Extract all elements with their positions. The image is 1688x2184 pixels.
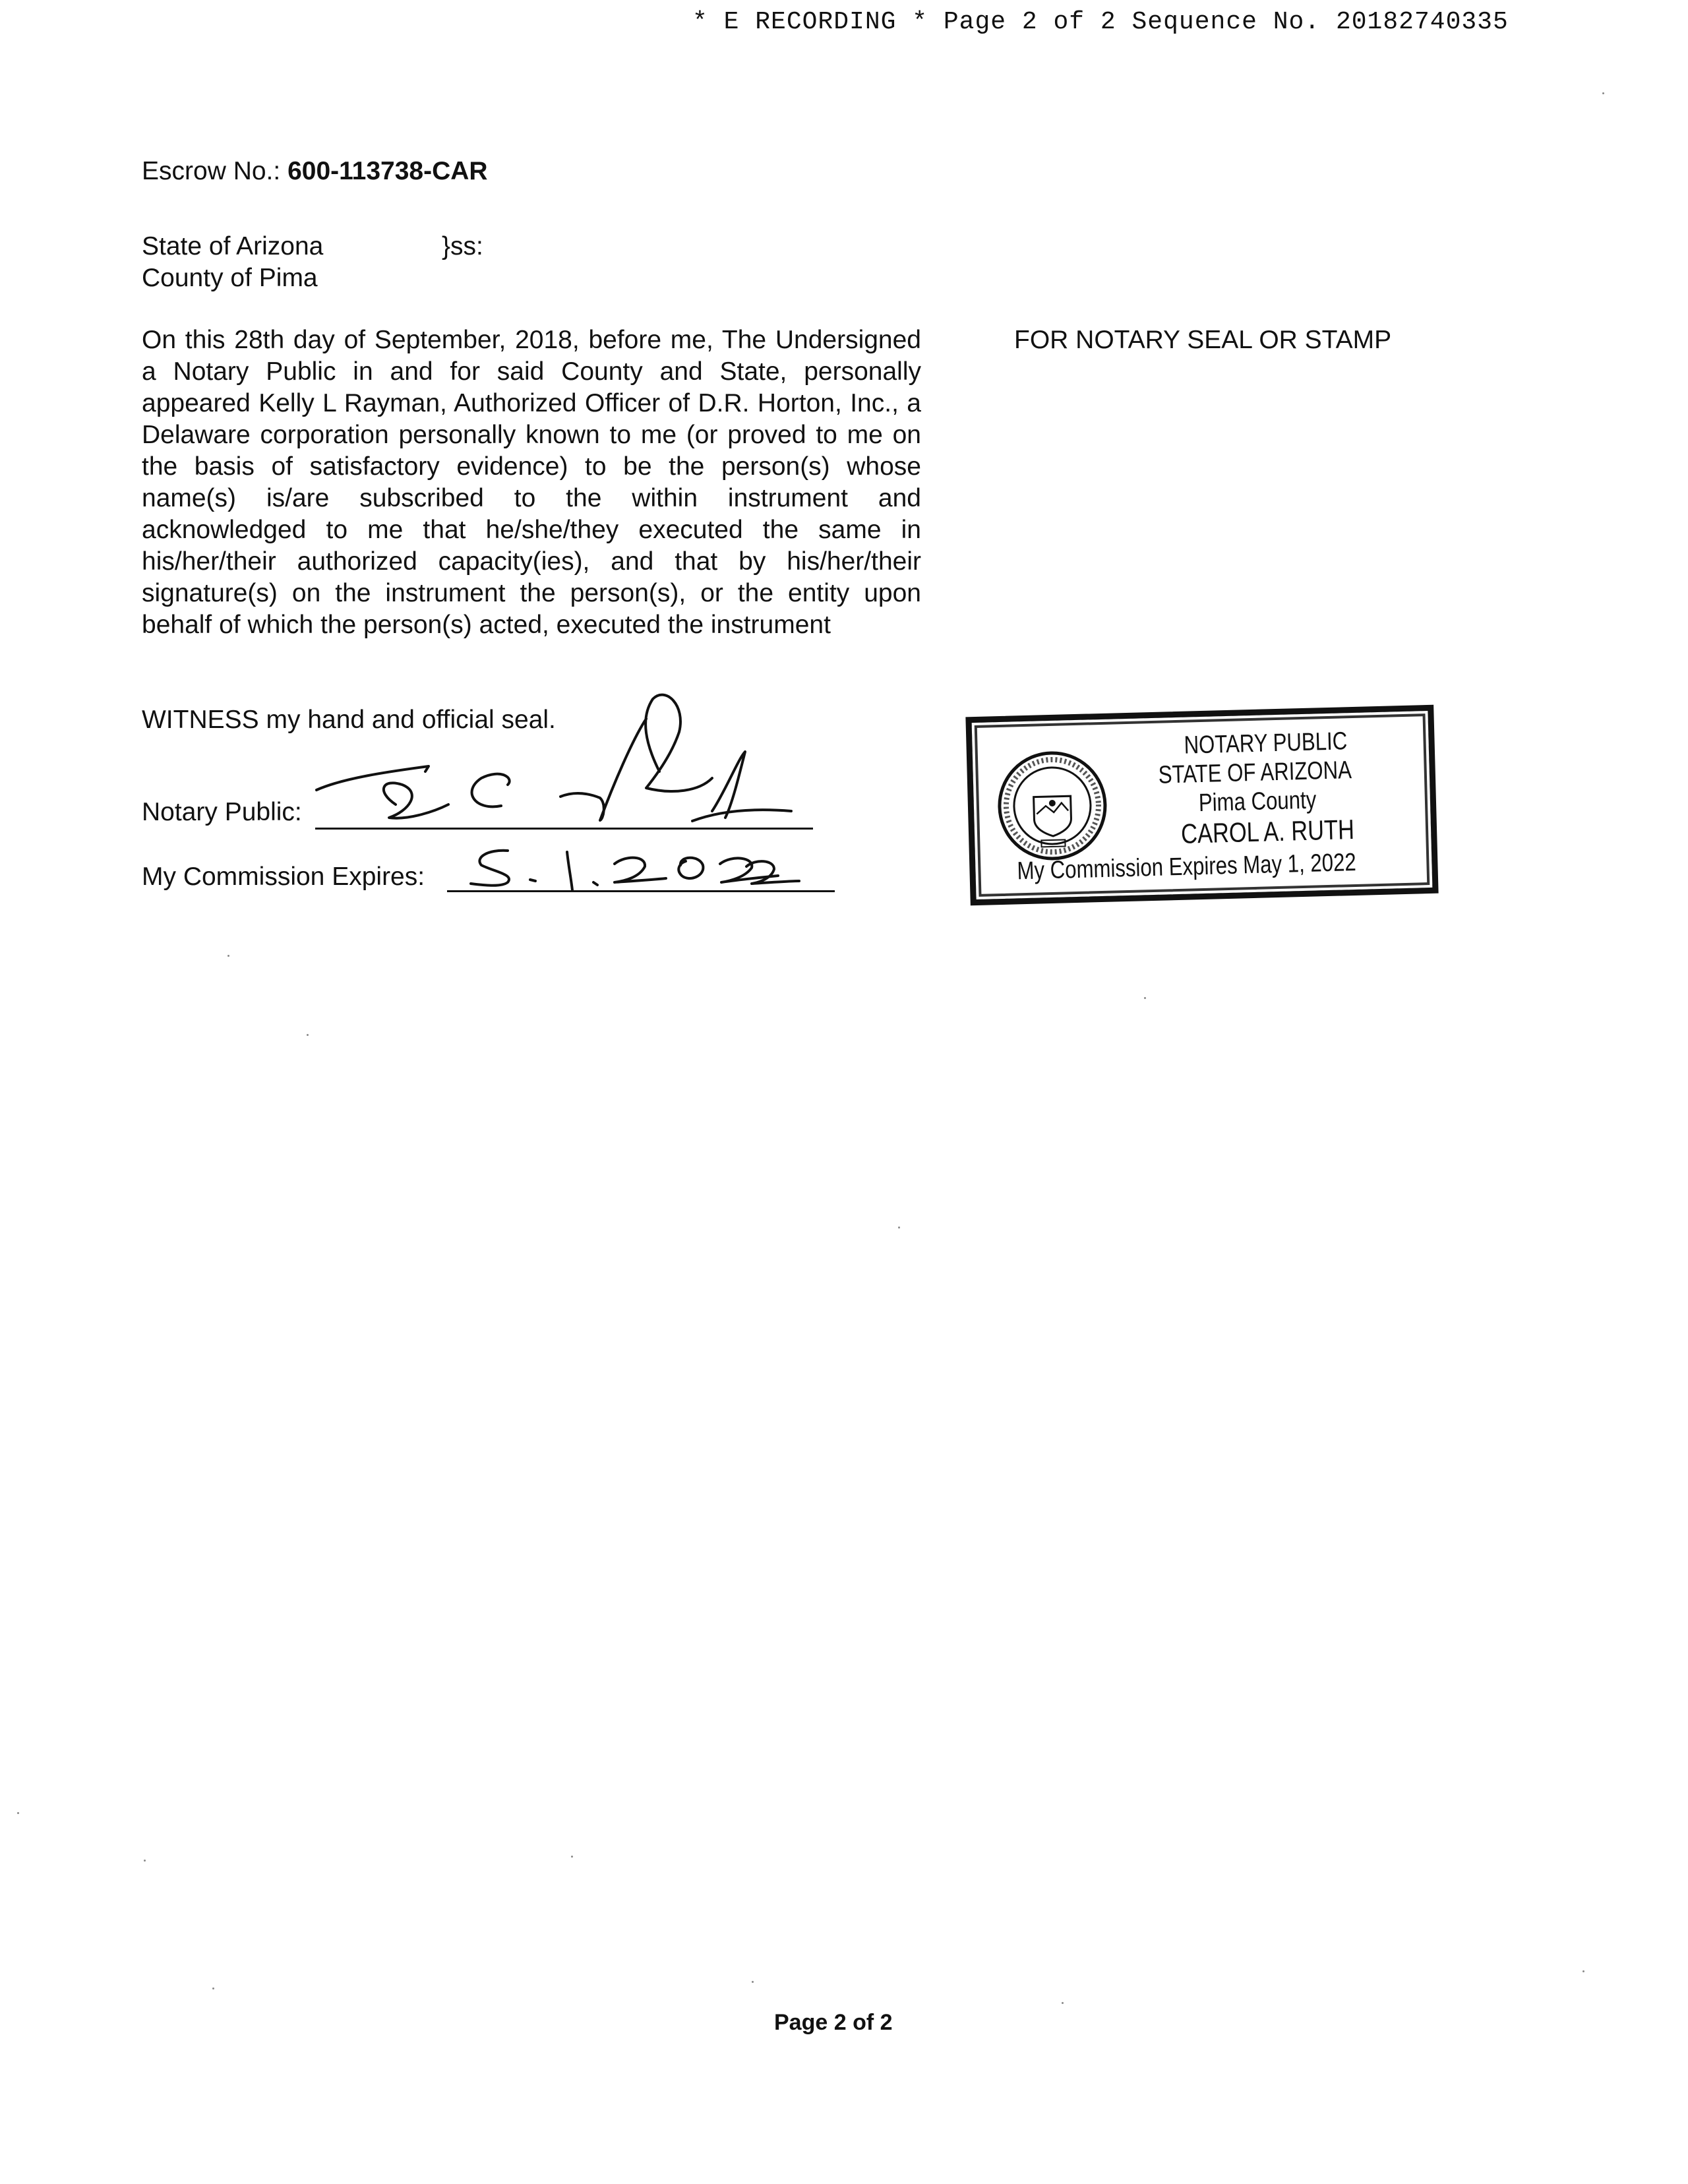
scan-speck: [144, 1860, 146, 1862]
notary-seal-heading: FOR NOTARY SEAL OR STAMP: [1014, 326, 1392, 354]
scan-speck: [1602, 92, 1604, 94]
notary-signature-image: [290, 679, 831, 851]
commission-expires-label: My Commission Expires:: [142, 863, 425, 891]
escrow-label: Escrow No.:: [142, 157, 281, 185]
venue-state: State of Arizona: [142, 232, 324, 260]
scan-speck: [1582, 1970, 1584, 1972]
stamp-line-notary-public: NOTARY PUBLIC: [1184, 727, 1348, 760]
recording-header: * E RECORDING * Page 2 of 2 Sequence No. 20182740335: [692, 8, 1509, 36]
venue-ss: }ss:: [442, 232, 483, 260]
escrow-number: 600-113738-CAR: [287, 157, 488, 185]
scan-speck: [752, 1981, 754, 1983]
scan-speck: [1062, 2002, 1064, 2004]
state-seal-icon: [996, 749, 1109, 863]
acknowledgment-paragraph: On this 28th day of September, 2018, before me, The Undersigned a Notary Public in and for said County and State, personally appeared Kelly L Rayman, Authorized Officer of D.R. Horton, Inc., a Delaware corporation personally known to me (or proved to me on the basis of satisfactory evidence) to be the person(s) whose name(s) is/are subscribed to the within instrument and acknowledged to me that he/she/they executed the same in his/her/their authorized capacity(ies), and that by his/her/their signature(s) on the instrument the person(s), or the entity upon behalf of which the person(s) acted, executed the instrument: [142, 326, 921, 639]
page-footer: Page 2 of 2: [774, 2010, 893, 2035]
stamp-line-state: STATE OF ARIZONA: [1158, 756, 1352, 789]
scan-speck: [307, 1034, 309, 1036]
handwritten-commission-date: [462, 839, 804, 898]
stamp-line-commission: My Commission Expires May 1, 2022: [1016, 848, 1357, 886]
escrow-line: [142, 156, 488, 187]
scan-speck: [227, 955, 229, 957]
scan-speck: [571, 1856, 573, 1858]
stamp-line-county: Pima County: [1198, 786, 1317, 818]
scan-speck: [17, 1812, 19, 1814]
notary-public-label: Notary Public:: [142, 798, 302, 826]
notary-stamp: [965, 705, 1438, 905]
scan-speck: [898, 1227, 900, 1228]
scan-speck: [1144, 997, 1146, 999]
witness-statement: WITNESS my hand and official seal.: [142, 706, 556, 734]
venue-county: County of Pima: [142, 264, 318, 292]
stamp-line-notary-name: CAROL A. RUTH: [1180, 813, 1355, 849]
scan-speck: [212, 1987, 214, 1989]
